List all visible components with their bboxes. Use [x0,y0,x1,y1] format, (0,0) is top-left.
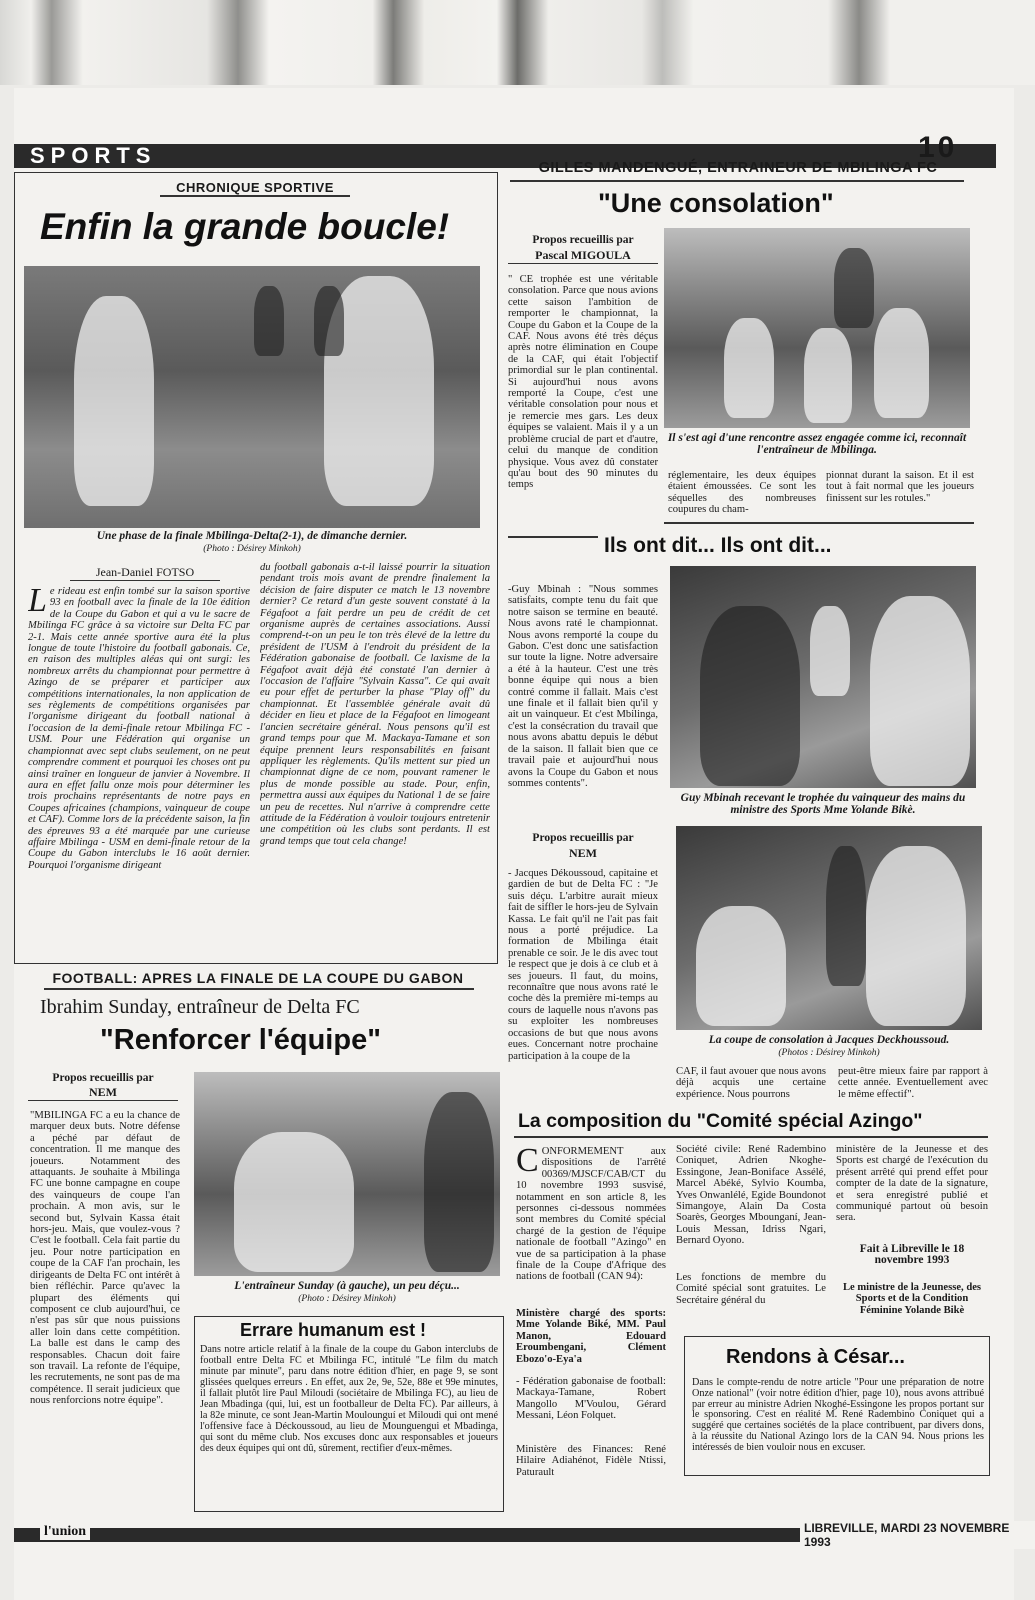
errare-title: Errare humanum est ! [240,1320,427,1340]
ilsontdit-mbinah: -Guy Mbinah : "Nous sommes satisfaits, compte tenu du fait que notre saison se termine en beauté. Nous avons raté le championnat. Nous avons remporté la coupe du Gabon. C'est donc une satisfaction sur toute la ligne. Notre adversaire a été à la hauteur. C'est une très bonne équipe qui nous a bien contré comme il fallait. Mais c'est une finale et il fallait bien qu'il y ait un vainqueur. Et c'est Mbilinga, c'est la consécration du travail que nous avons abattu depuis le début de la saison. Il fallait bien que ce travail paie et aujourd'hui nous avons la Coupe du Gabon et nous sommes contents". [508,584,658,789]
mandengue-byline-label: Propos recueillis par [532,234,634,246]
sunday-title: "Renforcer l'équipe" [100,1024,381,1056]
comite-title: La composition du "Comité spécial Azingo" [518,1110,923,1132]
mandengue-title: "Une consolation" [598,188,834,218]
mandengue-byline-name: Pascal MIGOULA [508,248,658,264]
sunday-photo [194,1072,500,1276]
comite-col1b: Ministère chargé des sports: Mme Yolande Biké, MM. Paul Manon, Edouard Eroumbengani, Clément Ebozo'o-Eya'a [516,1308,666,1365]
sunday-kicker: FOOTBALL: APRES LA FINALE DE LA COUPE DU GABON [52,970,464,986]
chronique-kicker: CHRONIQUE SPORTIVE [160,180,350,197]
dekoussoud-caption: La coupe de consolation à Jacques Deckhoussoud. [708,1034,950,1046]
sunday-col1: "MBILINGA FC a eu la chance de marquer deux buts. Notre défense a péché par défaut de concentration. Il me manque des joueurs. Notamment des attaquants. Je souhaite à Mbilinga FC une bonne campagne en coupe des vainqueurs de coupe l'an prochain. A mon avis, sur le second but, Sylvain Kassa était hors-jeu. Mais, que voulez-vous ? C'est le football. Cela fait partie du jeu. Pour notre participation en coupe de la CAF l'an prochain, les dirigeants de Delta FC ont intérêt à bien réfléchir. Parce qu'avec la plupart des éléments qui composent ce club aujourd'hui, ce n'est pas sûr que nous puissions aller loin dans cette compétition. La balle est dans le camp des responsables. Chacun doit faire son travail. La refonte de l'équipe, les recrutements, ne sont pas de ma compétence. Il serait judicieux que nous renforcions notre équipe". [30,1110,180,1407]
ilsontdit-title: Ils ont dit... Ils ont dit... [604,534,832,557]
comite-signed-by: Le ministre de la Jeunesse, des Sports et de la Condition Féminine Yolande Bikè [842,1282,982,1316]
sunday-credit: (Photo : Désirey Minkoh) [298,1294,396,1304]
sunday-subtitle: Ibrahim Sunday, entraîneur de Delta FC [40,996,360,1018]
footer-logo: l'union [40,1524,90,1540]
mbinah-caption: Guy Mbinah recevant le trophée du vainqueur des mains du ministre des Sports Mme Yolande Bikè. [680,792,966,816]
comite-signed-place: Fait à Libreville le 18 novembre 1993 [859,1244,965,1267]
comite-col3: ministère de la Jeunesse et des Sports est chargé de l'exécution du présent arrêté qui prend effet pour compter de la date de la signature, et sera enregistré publié et communiqué partout où besoin sera. [836,1144,988,1224]
mandengue-col2: réglementaire, les deux équipes étaient émoussées. Ce sont les séquelles des nombreuses coupures du cham- [668,470,816,516]
comite-col2: Société civile: René Radembino Coniquet, Adrien Nkoghe-Essingone, Jean-Boniface Assélé, Marcel Abéké, Sylvio Koumba, Yves Onwanlélé, Egide Boundonot Simangoye, Alain Da Costa Soarès, Georges Mbounganí, Jean-Louis Messan, Idriss Ngari, Bernard Oyono. [676,1144,826,1247]
mandengue-kicker: GILLES MANDENGUÉ, ENTRAINEUR DE MBILINGA FC [538,160,938,176]
ilsontdit-end1: CAF, il faut avouer que nous avons déjà acquis une certaine expérience. Nous pourrons [676,1066,826,1100]
sunday-caption: L'entraîneur Sunday (à gauche), un peu déçu... [234,1280,460,1292]
dekoussoud-credit: (Photos : Désirey Minkoh) [778,1048,880,1058]
ilsontdit-rule [508,536,598,538]
chronique-col1: Le rideau est enfin tombé sur la saison sportive 93 en football avec la finale de la 10e édition de la Coupe du Gabon et qui a vu le sacre de Mbilinga FC grâce à sa victoire sur Delta FC par 2-1. Mais cette année sportive aura été la plus longue de toute l'histoire du football gabonais. Ce, en raison des multiples aléas qui ont surgi: les nombreux arrêts du championnat pour permettre à Azingo de se préparer et participer aux compétitions internationales, la non application de ses règlements de compétitions organisées par l'organisme dirigeant du football national à l'occasion de la demi-finale retour Mbilinga FC - USM. Pour une Fédération qui organise un championnat avec sept clubs seulement, on ne peut comprendre comment et pourquoi les choses ont pu ainsi traîner en longueur de janvier à Novembre. Il aura en effet fallu onze mois pour déterminer les trois prochains représentants de notre pays en Coupes africaines (champions, vainqueur de coupe et CAF). Comme lors de la précédente saison, la fin des épreuves 93 a été marquée par une curieuse affaire Mbilinga - USM en demi-finale retour de la Coupe du Gabon interclubs le 16 août dernier. Pourquoi l'organisme dirigeant [28,586,250,871]
footer-dateline: LIBREVILLE, MARDI 23 NOVEMBRE 1993 [800,1521,1035,1549]
mandengue-col3: pionnat durant la saison. Et il est tout à fait normal que les joueurs finissent sur les rotules." [826,470,974,504]
ilsontdit-byline-name: NEM [569,846,597,860]
comite-col1c: - Fédération gabonaise de football: Mackaya-Tamane, Robert Mangollo M'Voulou, Gérard Messani, Léon Folquet. [516,1376,666,1422]
dekoussoud-photo [676,826,982,1030]
comite-col1d: Ministère des Finances: René Hilaire Adiahénot, Fidèle Ntissi, Paturault [516,1444,666,1478]
section-label: SPORTS [30,143,157,168]
chronique-col2: du football gabonais a-t-il laissé pourrir la situation pendant trois mois avant de prendre finalement la décision de faire disputer ce match le 13 novembre dernier? Ce retard d'un geste souvent constaté à la Fégafoot a fait perdre un peu de crédit de cet organisme auprès de certaines associations. Aussi comprend-t-on un peu le ton très élevé de la lettre du président de l'USM à l'endroit du président de la Fédération gabonaise de football. Ce laxisme de la Fégafoot avait déjà été constaté l'an dernier à l'occasion de l'affaire "Sylvain Kassa". Ce qui avait eu pour effet de perturber la phase "Play off" du championnat. Et l'assemblée générale avait dû décider en lieu et place de la Fégafoot en limogeant l'ancien secrétaire général. Nous pensons qu'il est grand temps pour que M. Mackaya-Tamane et son équipe prennent leurs responsabilités en faisant appliquer les règlements. Qu'ils mettent sur pied un championnat digne de ce nom, pouvant ramener le plus de monde possible au stade. Pour, enfin, permettra aussi aux équipes du National 1 de se faire un peu de recettes. Nul n'arrive à comprendre cette attitude de la Fédération à vouloir toujours entretenir une compétition où les clubs sont perdants. Il est grand temps que tout cela change! [260,562,490,847]
mandengue-col1: " CE trophée est une véritable consolation. Parce que nous avions cette saison l'ambition de remporter le championnat, la Coupe du Gabon et la Coupe de la CAF. Nous avons été très déçus après notre élimination en Coupe de la CAF, qui était l'objectif primordial sur le plan continental. Si aujourd'hui nous avons remporté la Coupe, c'est une véritable consolation pour nous et je remercie mes gars. Les deux équipes se valaient. Mais il y a un problème crucial de part et d'autre, celui du manque de condition physique. Vous avez dû constater qu'au bout des 90 minutes du temps [508,274,658,491]
chronique-caption: Une phase de la finale Mbilinga-Delta(2-1), de dimanche dernier. [96,530,408,542]
chronique-credit: (Photo : Désirey Minkoh) [203,544,301,554]
errare-text: Dans notre article relatif à la finale de la coupe du Gabon interclubs de football entre Delta FC et Mbilinga FC, intitulé "Le film du match minute par minute", paru dans notre édition d'hier, en page 9, se sont glissées quelques erreurs . En effet, aux 2e, 9e, 52e, 88e et 99e minutes, il fallait plutôt lire Paul Miloudi (sociétaire de Mbilinga FC), au lieu de Jean Mbadinga (qui, lui, est un footballeur de Delta FC). Par ailleurs, à la 82e minute, ce sont Jean-Martin Moulounguí et Miloudi qui ont mené l'offensive face à Déckoussoud, au lieu de Mounguengui et Mbadinga, qui sont du même club. Nos excuses donc aux responsables et joueurs des deux équipes qui ont dû, sûrement, rectifier d'eux-mêmes. [200,1344,498,1454]
mandengue-rule [510,180,964,182]
chronique-byline: Jean-Daniel FOTSO [70,565,220,581]
sunday-byline-name: NEM [28,1085,178,1101]
ilsontdit-dekoussoud: - Jacques Dékoussoud, capitaine et gardien de but de Delta FC : "Je suis déçu. L'arbitre aurait mieux fait de siffler le hors-jeu de Sylvain Kassa. Le fait qu'il ne l'ait pas fait nous a porté préjudice. La formation de Mbilinga était prenable ce soir. Je le dis avec tout le respect que je dois à ce club et à ses joueurs. Il faut, du moins, reconnaître que nous avons raté le coche dès la première mi-temps au cours de laquelle nous n'avons pas su exploiter les nombreuses occasions de but que nous avons eues. Concernant notre prochaine participation à la coupe de la [508,868,658,1062]
page-number: 10 [918,131,958,164]
ilsontdit-byline-label: Propos recueillis par [532,832,634,844]
sunday-rule [44,988,474,990]
comite-col2b: Les fonctions de membre du Comité spécial sont gratuites. Le Secrétaire général du [676,1272,826,1306]
mandengue-photo [664,228,970,428]
mandengue-end-rule [664,522,974,524]
comite-rule [514,1136,988,1138]
comite-col1-text: ONFORMEMENT aux dispositions de l'arrêté 00369/MJSCF/CAB/CT du 10 novembre 1993 susvisé, notamment en son article 8, les personnes ci-dessous nommées sont membres du Comité spécial chargé de la gestion de l'équipe nationale de football "Azingo" en vue de sa participation à la phase finale de la Coupe d'Afrique des nations de football (CAN 94): [516,1146,666,1283]
chronique-col1-text: e rideau est enfin tombé sur la saison sportive 93 en football avec la finale de la 10e édition de la Coupe du Gabon et qui a vu le sacre de Mbilinga FC grâce à sa victoire sur Delta FC par 2-1. Mais cette année sportive aura été la plus longue de toute l'histoire du football gabonais. Ce, en raison des multiples aléas qui ont surgi: les nombreux arrêts du championnat pour permettre à Azingo de se préparer et participer aux compétitions internationales, la non application de ses règlements de compétitions organisées par l'organisme dirigeant du football national à l'occasion de la demi-finale retour Mbilinga FC - USM. Pour une Fédération qui organise un championnat avec sept clubs seulement, on ne peut comprendre comment et pourquoi les choses ont pu ainsi traîner en longueur de janvier à Novembre. Il aura en effet fallu onze mois pour déterminer les trois prochains représentants de notre pays en Coupes africaines (champions, vainqueur de coupe et CAF). Comme lors de la précédente saison, la fin des épreuves 93 a été marquée par une curieuse affaire Mbilinga - USM en demi-finale retour de la Coupe du Gabon interclubs le 16 août dernier. Pourquoi l'organisme dirigeant [28,586,250,871]
mandengue-caption: Il s'est agi d'une rencontre assez engagée comme ici, reconnaît l'entraîneur de Mbilinga. [667,432,967,456]
ilsontdit-end2: peut-être mieux faire par rapport à cette année. Eventuellement avec le même effectif". [838,1066,988,1100]
comite-col1: CONFORMEMENT aux dispositions de l'arrêté 00369/MJSCF/CAB/CT du 10 novembre 1993 susvisé, notamment en son article 8, les personnes ci-dessous nommées sont membres du Comité spécial chargé de la gestion de l'équipe nationale de football "Azingo" en vue de sa participation à la phase finale de la Coupe d'Afrique des nations de football (CAN 94): [516,1146,666,1283]
cesar-text: Dans le compte-rendu de notre article "Pour une préparation de notre Onze national" (voir notre édition d'hier, page 10), nous avons attribué par erreur au ministre Adrien Nkoghé-Essingone les propos portant sur le sponsoring. C'est en réalité M. René Radembino Coniquet qui a suggéré que certaines sociétés de la place contribuent, par divers dons, à la réussite du National Azingo lors de la CAN 94. Nous prions les intéressés de bien vouloir nous en excuser. [692,1378,984,1453]
cesar-title: Rendons à César... [726,1346,905,1368]
background-strip [0,0,1035,85]
chronique-photo [24,266,480,528]
mbinah-photo [670,566,976,788]
chronique-title: Enfin la grande boucle! [40,206,450,247]
sunday-byline-label: Propos recueillis par [52,1072,154,1084]
